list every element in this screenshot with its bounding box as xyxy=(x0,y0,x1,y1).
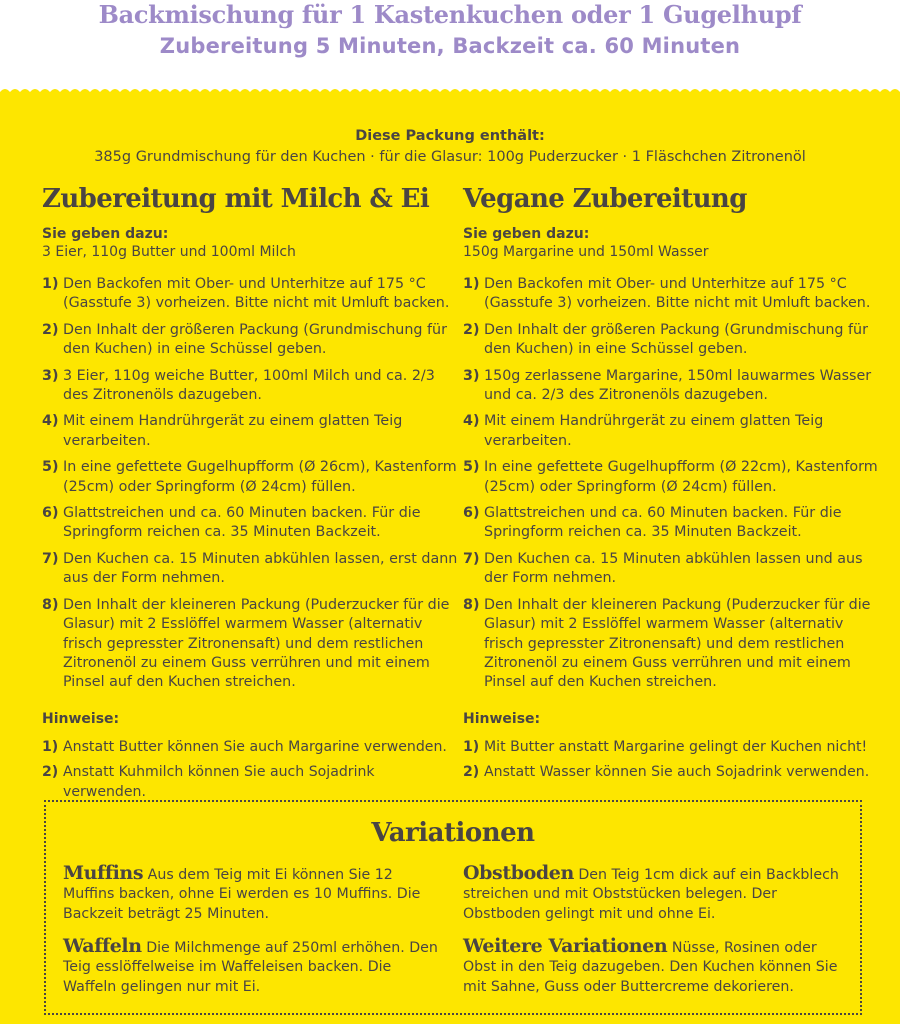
header xyxy=(0,0,900,96)
list-item: 8) Den Inhalt der kleineren Packung (Puderzucker für die Glasur) mit 2 Esslöffel warmem Wasser (alternativ frisch gepresster Zitronensaft) und dem restlichen Zitronenöl zu einem Guss verrühren und mit einem Pinsel auf den Kuchen streichen. xyxy=(463,596,871,691)
variation-heading: Waffeln xyxy=(63,935,142,957)
scallop-edge xyxy=(0,86,900,98)
list-item: 1) Mit Butter anstatt Margarine gelingt der Kuchen nicht! xyxy=(463,738,868,755)
variation-text: Aus dem Teig mit Ei können Sie 12 Muffins backen, ohne Ei werden es 10 Muffins. Die Backzeit beträgt 25 Minuten. xyxy=(63,867,421,922)
list-item: 2) Den Inhalt der größeren Packung (Grundmischung für den Kuchen) in eine Schüssel geben. xyxy=(42,321,447,358)
column-vegan xyxy=(463,180,883,789)
variations-box xyxy=(44,800,862,1015)
page-title: Backmischung für 1 Kastenkuchen oder 1 Gugelhupf xyxy=(98,0,802,29)
list-item: 1) Den Backofen mit Ober- und Unterhitze auf 175 °C (Gasstufe 3) vorheizen. Bitte nicht mit Umluft backen. xyxy=(463,276,871,312)
variation-text: Den Teig 1cm dick auf ein Backblech streichen und mit Obststücken belegen. Der Obstboden gelingt mit und ohne Ei. xyxy=(463,867,839,922)
list-item: 2) Anstatt Kuhmilch können Sie auch Sojadrink verwenden. xyxy=(42,764,375,800)
variation-text: Nüsse, Rosinen oder Obst in den Teig dazugeben. Den Kuchen können Sie mit Sahne, Guss oder Buttercreme dekorieren. xyxy=(463,940,838,995)
variation-obstboden xyxy=(463,864,848,924)
steps-list xyxy=(463,275,883,693)
list-item: 6) Glattstreichen und ca. 60 Minuten backen. Für die Springform reichen ca. 35 Minuten Backzeit. xyxy=(42,505,421,541)
list-item: 7) Den Kuchen ca. 15 Minuten abkühlen lassen, erst dann aus der Form nehmen. xyxy=(42,550,458,587)
notes-label: Hinweise: xyxy=(463,710,541,727)
section-heading: Vegane Zubereitung xyxy=(463,184,747,214)
notes-list xyxy=(42,738,462,802)
package-contents-text: 385g Grundmischung für den Kuchen · für die Glasur: 100g Puderzucker · 1 Fläschchen Zitronenöl xyxy=(94,149,806,165)
list-item: 4) Mit einem Handrührgerät zu einem glatten Teig verarbeiten. xyxy=(42,413,403,449)
variation-waffeln xyxy=(63,937,448,997)
list-item: 6) Glattstreichen und ca. 60 Minuten backen. Für die Springform reichen ca. 35 Minuten Backzeit. xyxy=(463,505,842,541)
list-item: 8) Den Inhalt der kleineren Packung (Puderzucker für die Glasur) mit 2 Esslöffel warmem Wasser (alternativ frisch gepresster Zitronensaft) und dem restlichen Zitronenöl zu einem Guss verrühren und mit einem Pinsel auf den Kuchen streichen. xyxy=(42,596,450,691)
variation-text: Die Milchmenge auf 250ml erhöhen. Den Teig esslöffelweise im Waffeleisen backen. Die Waffeln gelingen nur mit Ei. xyxy=(63,940,438,995)
add-label: Sie geben dazu: xyxy=(463,226,590,242)
list-item: 4) Mit einem Handrührgerät zu einem glatten Teig verarbeiten. xyxy=(463,413,824,449)
page-subtitle: Zubereitung 5 Minuten, Backzeit ca. 60 Minuten xyxy=(159,34,741,58)
list-item: 2) Anstatt Wasser können Sie auch Sojadrink verwenden. xyxy=(463,764,870,781)
section-heading: Zubereitung mit Milch & Ei xyxy=(42,184,430,214)
list-item: 5) In eine gefettete Gugelhupfform (Ø 26cm), Kastenform (25cm) oder Springform (Ø 24cm) füllen. xyxy=(42,459,457,495)
variation-weitere xyxy=(463,937,853,997)
steps-list xyxy=(42,275,462,693)
list-item: 1) Anstatt Butter können Sie auch Margarine verwenden. xyxy=(42,738,447,755)
list-item: 5) In eine gefettete Gugelhupfform (Ø 22cm), Kastenform (25cm) oder Springform (Ø 24cm) füllen. xyxy=(463,459,878,495)
add-label: Sie geben dazu: xyxy=(42,226,169,242)
list-item: 3) 3 Eier, 110g weiche Butter, 100ml Milch und ca. 2/3 des Zitronenöls dazugeben. xyxy=(42,367,435,404)
notes-label: Hinweise: xyxy=(42,710,120,727)
list-item: 2) Den Inhalt der größeren Packung (Grundmischung für den Kuchen) in eine Schüssel geben. xyxy=(463,321,868,358)
add-text: 3 Eier, 110g Butter und 100ml Milch xyxy=(42,244,296,260)
column-milk-egg xyxy=(42,180,462,808)
notes-list xyxy=(463,738,883,783)
add-text: 150g Margarine und 150ml Wasser xyxy=(463,244,709,260)
variation-muffins xyxy=(63,864,448,924)
package-contents-label: Diese Packung enthält: xyxy=(355,128,545,144)
list-item: 1) Den Backofen mit Ober- und Unterhitze auf 175 °C (Gasstufe 3) vorheizen. Bitte nicht mit Umluft backen. xyxy=(42,276,450,312)
variations-title: Variationen xyxy=(371,818,535,848)
variation-heading: Weitere Variationen xyxy=(463,935,668,957)
list-item: 7) Den Kuchen ca. 15 Minuten abkühlen lassen und aus der Form nehmen. xyxy=(463,550,863,587)
list-item: 3) 150g zerlassene Margarine, 150ml lauwarmes Wasser und ca. 2/3 des Zitronenöls dazugeben. xyxy=(463,367,872,404)
variation-heading: Muffins xyxy=(63,862,144,884)
variation-heading: Obstboden xyxy=(463,862,574,884)
